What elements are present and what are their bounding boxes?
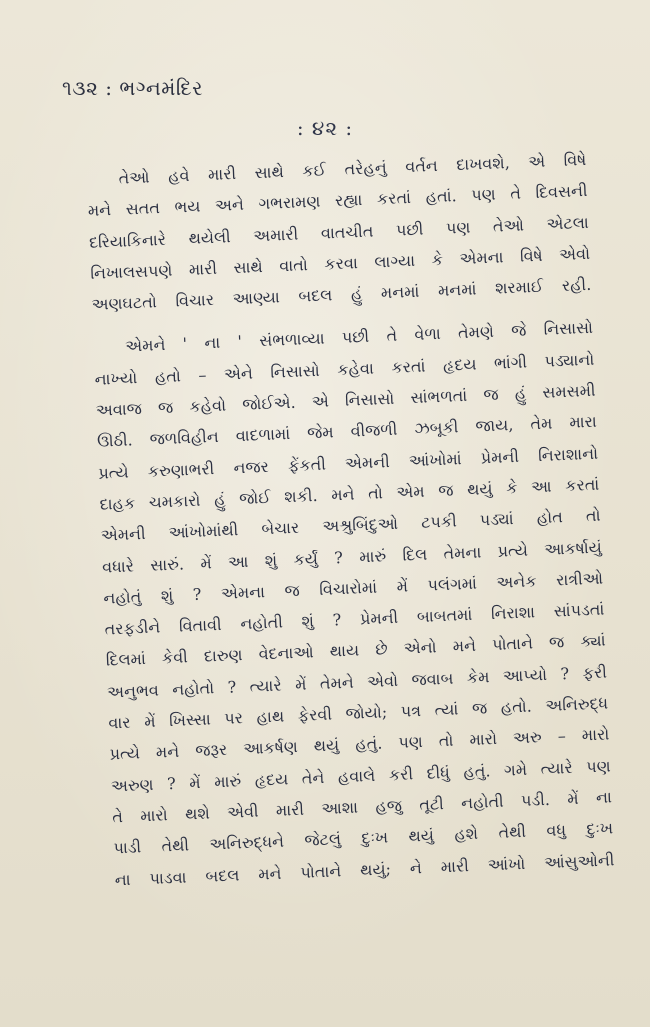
text-line: તેઓ હવે મારી સાથે કઈ તરેહનું વર્તન દાખવશે, એ વિષે [118, 149, 587, 188]
text-line: નિખાલસપણે મારી સાથે વાતો કરવા લાગ્યા કે એમના વિષે એવો [90, 243, 591, 283]
text-line: ના પાડવા બદલ મને પોતાને થયું; ને મારી આંખો આંસુઓની [114, 849, 615, 889]
text-line: અરુણ ? મેં મારું હૃદય તેને હવાલે કરી દીધું હતું. ગમે ત્યારે પણ [110, 756, 611, 796]
text-line: નહોતું શું ? એમના જ વિચારોમાં મેં પલંગમાં અનેક રાત્રીઓ [103, 568, 604, 608]
text-line: દરિયાકિનારે થયેલી અમારી વાતચીત પછી પણ તેઓ એટલા [88, 212, 590, 252]
text-line: એમને ' ના ' સંભળાવ્યા પછી તે વેળા તેમણે જે નિસાસો [124, 318, 594, 357]
running-header: ૧૩૨ : ભગ્નમંદિર [62, 76, 203, 100]
text-line: પ્રત્યે કરુણાભરી નજર ફેંકતી એમની આંખોમાં પ્રેમની નિરાશાનો [98, 443, 599, 483]
text-line: અણઘટતો વિચાર આણ્યા બદલ હું મનમાં મનમાં શરમાઈ રહી. [91, 275, 592, 315]
text-line: પ્રત્યે મને જરૂર આકર્ષણ થયું હતું. પણ તો મારો અરુ – મારો [109, 724, 610, 764]
text-line: ઊઠી. જળવિહીન વાદળામાં જેમ વીજળી ઝબૂકી જાય, તેમ મારા [96, 412, 598, 452]
text-line: અવાજ જ કહેવો જોઈએ. એ નિસાસો સાંભળતાં જ હું સમસમી [95, 380, 596, 420]
text-line: તે મારો થશે એવી મારી આશા હજુ તૂટી નહોતી પડી. મેં ના [111, 787, 613, 827]
text-line: દાહક ચમકારો હું જોઈ શકી. મને તો એમ જ થયું કે આ કરતાં [99, 474, 600, 514]
text-line: નાખ્યો હતો – એને નિસાસો કહેવા કરતાં હૃદય ભાંગી પડ્યાનો [94, 349, 595, 389]
body-text [86, 144, 615, 895]
chapter-number: : ૪૨ : [296, 116, 354, 140]
text-line: વધારે સારું. મેં આ શું કર્યું ? મારું દિલ તેમના પ્રત્યે આકર્ષાયું [101, 537, 603, 577]
paragraph-1 [86, 144, 592, 320]
text-line: તરફડીને વિતાવી નહોતી શું ? પ્રેમની બાબતમાં નિરાશા સાંપડતાં [104, 599, 605, 639]
paragraph-2 [93, 312, 615, 895]
text-line: દિલમાં કેવી દારુણ વેદનાઓ થાય છે એનો મને પોતાને જ ક્યાં [105, 630, 606, 671]
text-line: વાર મેં ખિસ્સા પર હાથ ફેરવી જોયો; પત્ર ત્યાં જ હતો. અનિરુદ્ધ [108, 693, 609, 733]
text-line: અનુભવ નહોતો ? ત્યારે મેં તેમને એવો જવાબ કેમ આપ્યો ? ફરી [106, 662, 608, 702]
text-line: પાડી તેથી અનિરુદ્ધને જેટલું દુઃખ થયું હશે તેથી વધુ દુઃખ [113, 818, 614, 858]
text-line: એમની આંખોમાંથી બેચાર અશ્રુબિંદુઓ ટપકી પડ્યાં હોત તો [100, 505, 601, 545]
text-line: મને સતત ભય અને ગભરામણ રહ્યા કરતાં હતાં. પણ તે દિવસની [87, 181, 588, 221]
